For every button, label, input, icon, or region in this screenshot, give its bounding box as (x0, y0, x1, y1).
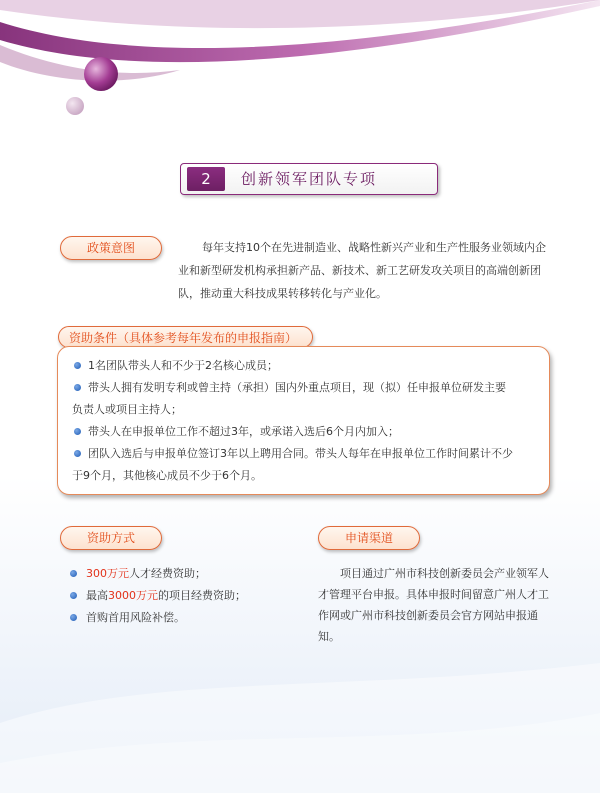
section-title: 创新领军团队专项 (241, 170, 378, 188)
bullet-icon (74, 450, 81, 457)
bullet-icon (70, 592, 77, 599)
method-text: 首购首用风险补偿。 (86, 611, 185, 624)
condition-text-continued: 负责人或项目主持人； (72, 403, 182, 416)
condition-text: 带头人在申报单位工作不超过3年，或承诺入选后6个月内加入； (88, 425, 399, 438)
channel-text (318, 563, 550, 647)
policy-paragraph: 每年支持10个在先进制造业、战略性新兴产业和生产性服务业领域内企业和新型研发机构承担新产品、新技术、新工艺研发攻关项目的高端创新团队，推动重大科技成果转移转化与产业化。 (178, 241, 546, 300)
method-list (70, 563, 300, 629)
conditions-tag: 资助条件（具体参考每年发布的申报指南） (58, 326, 313, 348)
bullet-icon (74, 384, 81, 391)
conditions-box (57, 346, 550, 495)
method-item (70, 563, 300, 585)
bullet-icon (70, 614, 77, 621)
method-amount: 3000万元 (108, 589, 158, 602)
condition-item (72, 355, 535, 377)
method-amount: 300万元 (86, 567, 129, 580)
condition-item (72, 443, 535, 487)
method-item (70, 585, 300, 607)
condition-item (72, 377, 535, 421)
condition-text: 团队入选后与申报单位签订3年以上聘用合同。带头人每年在申报单位工作时间累计不少 (88, 447, 513, 460)
policy-tag: 政策意图 (60, 236, 162, 260)
method-text: 的项目经费资助； (158, 589, 246, 602)
condition-text-continued: 于9个月，其他核心成员不少于6个月。 (72, 469, 262, 482)
bullet-icon (74, 428, 81, 435)
bullet-icon (74, 362, 81, 369)
decorative-wave (0, 653, 600, 793)
channel-paragraph: 项目通过广州市科技创新委员会产业领军人才管理平台申报。具体申报时间留意广州人才工作网或广州市科技创新委员会官方网站申报通知。 (318, 567, 549, 643)
condition-text: 带头人拥有发明专利或曾主持（承担）国内外重点项目，现（拟）任申报单位研发主要 (88, 381, 506, 394)
method-text: 人才经费资助； (129, 567, 206, 580)
section-number: 2 (187, 167, 225, 191)
method-item (70, 607, 300, 629)
policy-text (178, 236, 550, 305)
channel-tag: 申请渠道 (318, 526, 420, 550)
decorative-swirl (0, 0, 600, 140)
section-header (180, 163, 438, 195)
method-tag: 资助方式 (60, 526, 162, 550)
method-text: 最高 (86, 589, 108, 602)
bullet-icon (70, 570, 77, 577)
condition-item (72, 421, 535, 443)
condition-text: 1名团队带头人和不少于2名核心成员； (88, 359, 278, 372)
